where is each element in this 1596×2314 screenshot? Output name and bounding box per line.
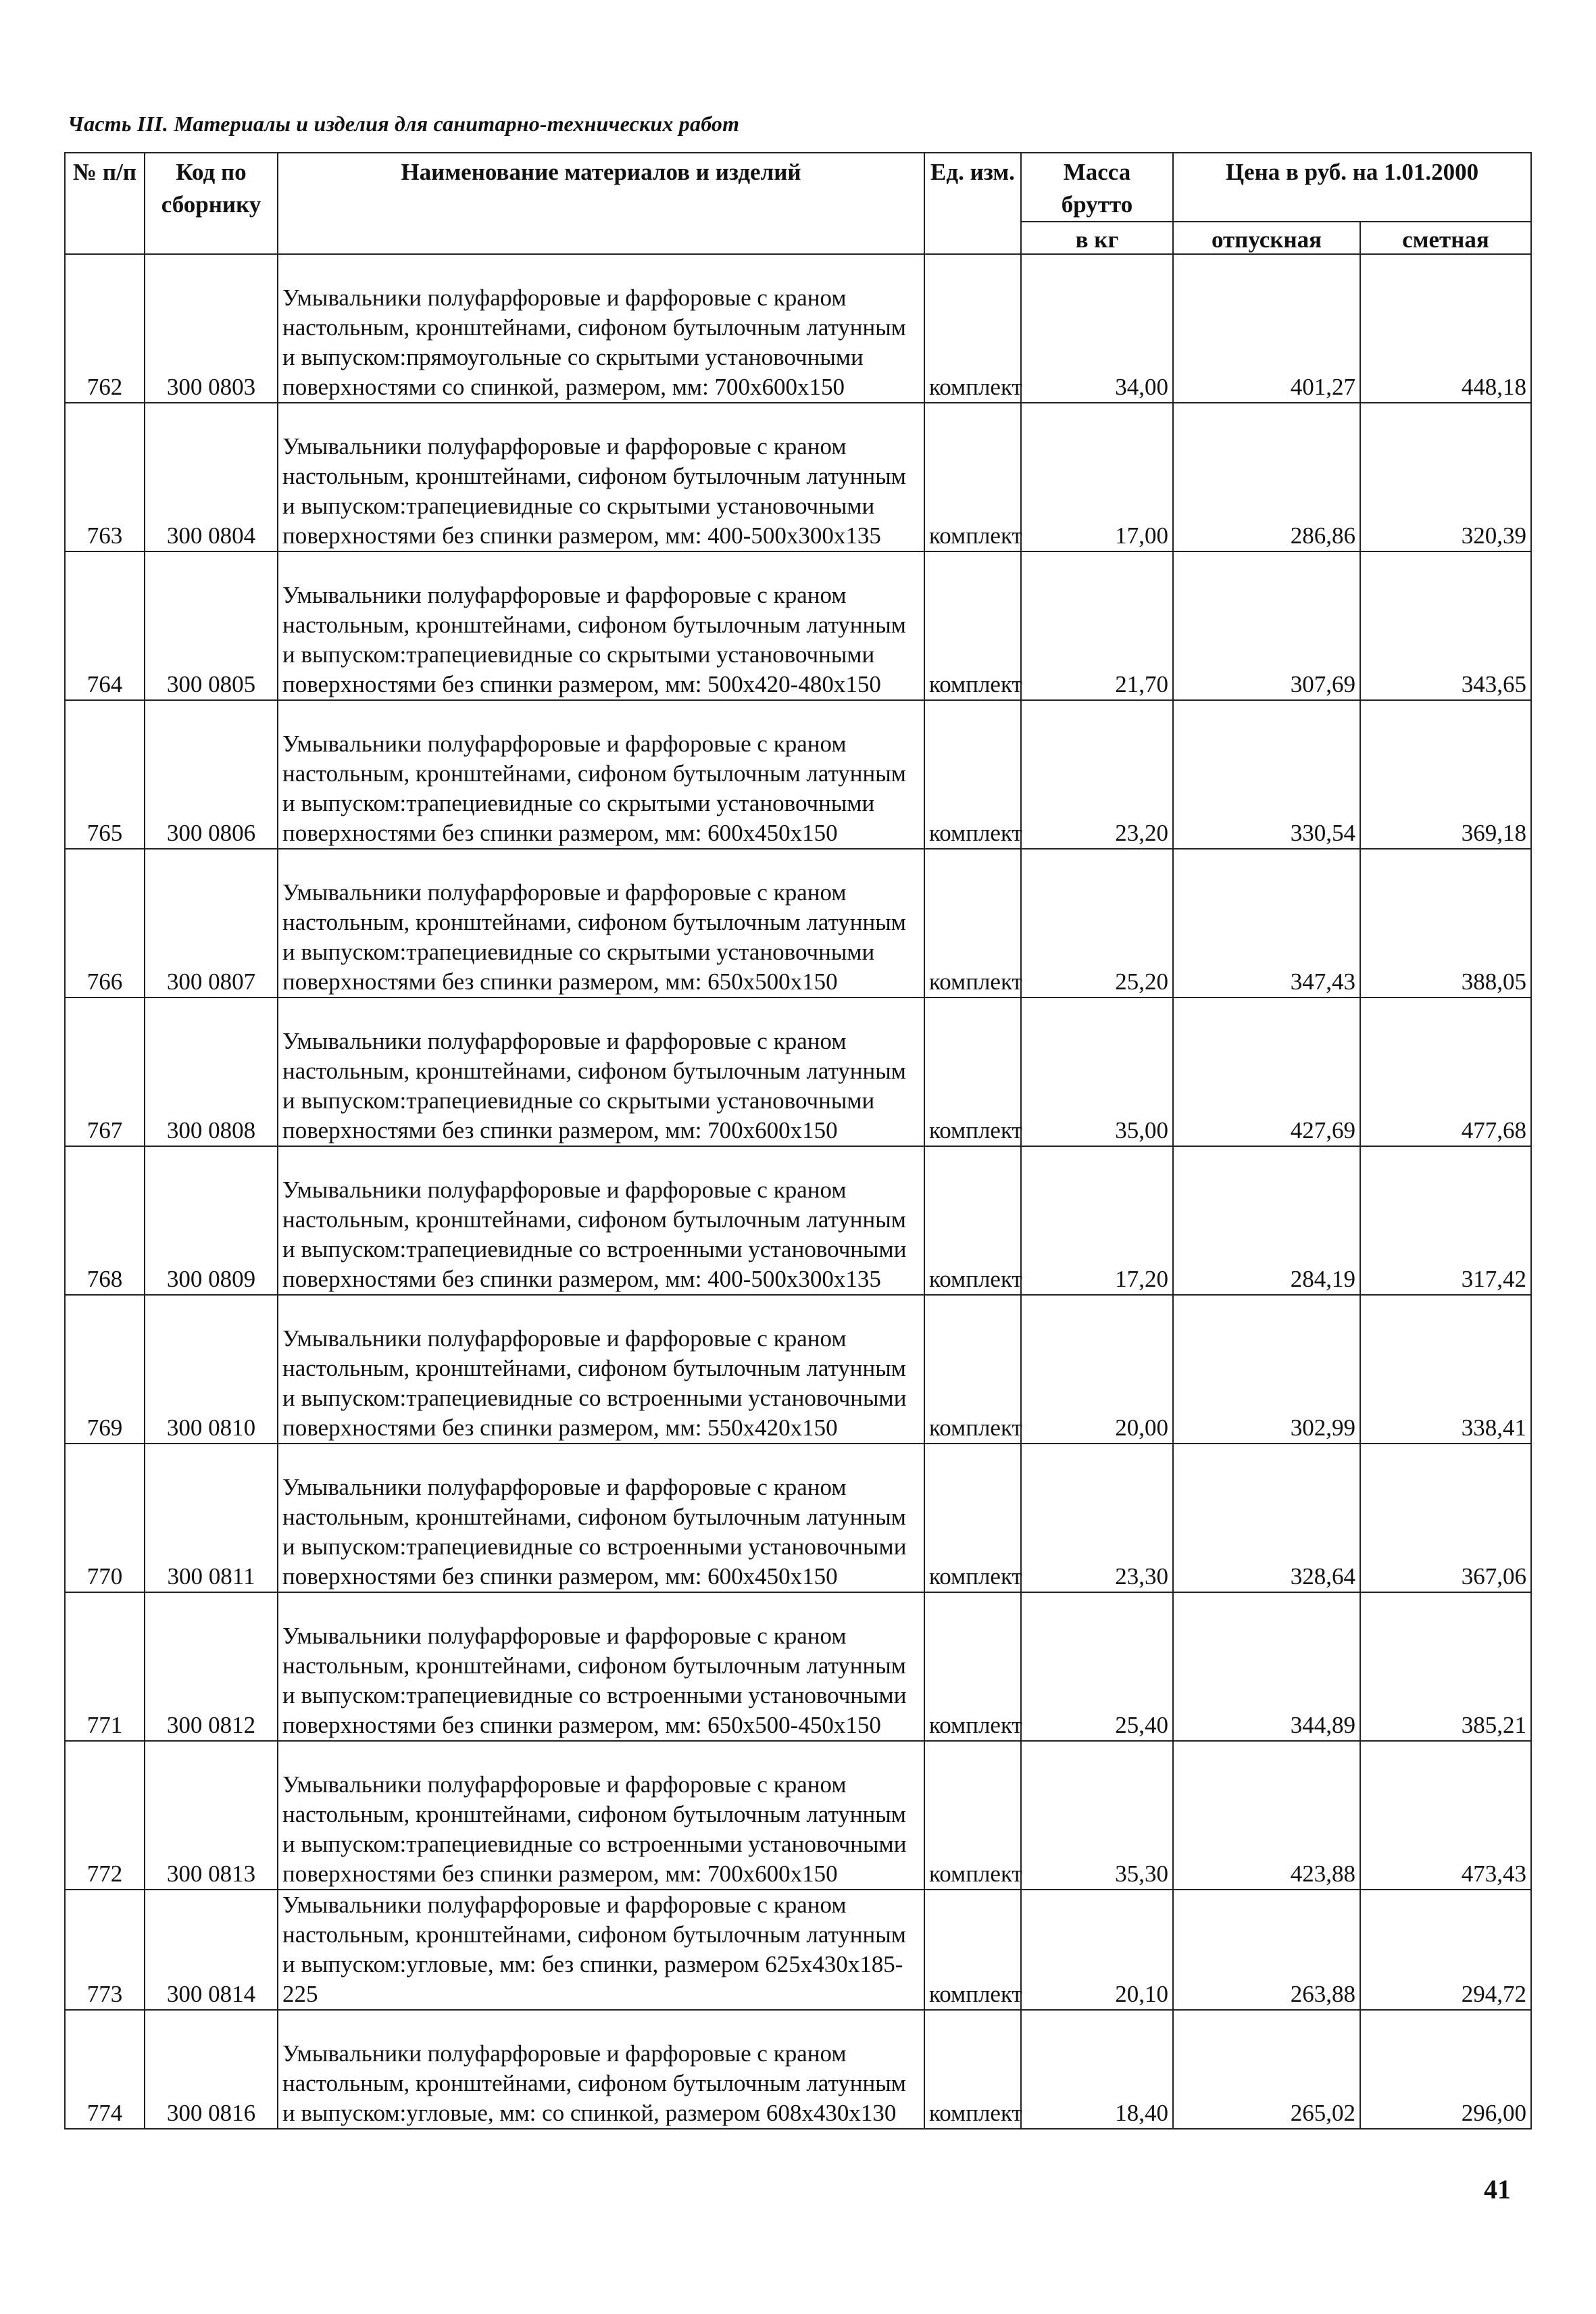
row-price-estimate: 385,21 [1360,1592,1531,1741]
row-number: 773 [65,1890,145,2010]
row-number: 762 [65,254,145,403]
row-name: Умывальники полуфарфоровые и фарфоровые с краном настольным, кронштейнами, сифоном бутылочным латунным и выпуском:трапециевидные со скрытыми установочными поверхностями без спинки размером, мм: 700х600х150 [278,998,924,1146]
row-mass: 21,70 [1021,551,1173,700]
row-mass: 18,40 [1021,2010,1173,2129]
table-body [65,254,1531,2129]
row-code: 300 0806 [145,700,278,849]
row-code: 300 0816 [145,2010,278,2129]
row-code: 300 0810 [145,1295,278,1444]
row-price-release: 328,64 [1173,1444,1360,1592]
row-number: 769 [65,1295,145,1444]
row-unit: комплект [924,849,1021,998]
table-row [65,403,1531,551]
table-row [65,254,1531,403]
column-header-unit: Ед. изм. [924,153,1021,254]
table-row [65,849,1531,998]
row-price-release: 427,69 [1173,998,1360,1146]
row-number: 765 [65,700,145,849]
row-code: 300 0804 [145,403,278,551]
row-price-estimate: 448,18 [1360,254,1531,403]
row-unit: комплект [924,998,1021,1146]
page-header: Часть III. Материалы и изделия для санитарно-технических работ [68,112,740,136]
table-row [65,998,1531,1146]
row-code: 300 0803 [145,254,278,403]
table-row [65,1146,1531,1295]
row-mass: 20,10 [1021,1890,1173,2010]
row-name: Умывальники полуфарфоровые и фарфоровые с краном настольным, кронштейнами, сифоном бутылочным латунным и выпуском:трапециевидные со встроенными установочными поверхностями без спинки размером, мм: 600х450х150 [278,1444,924,1592]
row-mass: 17,00 [1021,403,1173,551]
row-unit: комплект [924,1890,1021,2010]
row-price-estimate: 338,41 [1360,1295,1531,1444]
row-mass: 35,00 [1021,998,1173,1146]
row-code: 300 0809 [145,1146,278,1295]
row-name: Умывальники полуфарфоровые и фарфоровые с краном настольным, кронштейнами, сифоном бутылочным латунным и выпуском:прямоугольные со скрытыми установочными поверхностями со спинкой, размером, мм: 700х600х150 [278,254,924,403]
row-number: 764 [65,551,145,700]
row-code: 300 0811 [145,1444,278,1592]
row-unit: комплект [924,403,1021,551]
row-unit: комплект [924,1444,1021,1592]
table-row [65,700,1531,849]
row-price-release: 263,88 [1173,1890,1360,2010]
row-mass: 23,30 [1021,1444,1173,1592]
table-row [65,551,1531,700]
row-number: 772 [65,1741,145,1890]
row-price-estimate: 317,42 [1360,1146,1531,1295]
row-price-estimate: 320,39 [1360,403,1531,551]
row-number: 768 [65,1146,145,1295]
row-price-estimate: 294,72 [1360,1890,1531,2010]
row-number: 763 [65,403,145,551]
table-row [65,2010,1531,2129]
row-code: 300 0812 [145,1592,278,1741]
row-name: Умывальники полуфарфоровые и фарфоровые с краном настольным, кронштейнами, сифоном бутылочным латунным и выпуском:трапециевидные со встроенными установочными поверхностями без спинки размером, мм: 550х420х150 [278,1295,924,1444]
row-unit: комплект [924,700,1021,849]
row-price-release: 347,43 [1173,849,1360,998]
row-name: Умывальники полуфарфоровые и фарфоровые с краном настольным, кронштейнами, сифоном бутылочным латунным и выпуском:трапециевидные со встроенными установочными поверхностями без спинки размером, мм: 700х600х150 [278,1741,924,1890]
row-price-release: 302,99 [1173,1295,1360,1444]
row-mass: 35,30 [1021,1741,1173,1890]
row-price-estimate: 296,00 [1360,2010,1531,2129]
row-code: 300 0814 [145,1890,278,2010]
row-mass: 25,40 [1021,1592,1173,1741]
row-name: Умывальники полуфарфоровые и фарфоровые с краном настольным, кронштейнами, сифоном бутылочным латунным и выпуском:трапециевидные со встроенными установочными поверхностями без спинки размером, мм: 650х500-450х150 [278,1592,924,1741]
row-mass: 25,20 [1021,849,1173,998]
row-number: 774 [65,2010,145,2129]
column-header-num: № п/п [65,153,145,254]
column-header-mass-unit: в кг [1021,222,1173,254]
row-name: Умывальники полуфарфоровые и фарфоровые с краном настольным, кронштейнами, сифоном бутылочным латунным и выпуском:трапециевидные со скрытыми установочными поверхностями без спинки размером, мм: 600х450х150 [278,700,924,849]
row-code: 300 0805 [145,551,278,700]
row-unit: комплект [924,1295,1021,1444]
row-code: 300 0807 [145,849,278,998]
table-row [65,1295,1531,1444]
row-name: Умывальники полуфарфоровые и фарфоровые с краном настольным, кронштейнами, сифоном бутылочным латунным и выпуском:трапециевидные со встроенными установочными поверхностями без спинки размером, мм: 400-500х300х135 [278,1146,924,1295]
row-mass: 34,00 [1021,254,1173,403]
row-price-estimate: 388,05 [1360,849,1531,998]
table-row [65,1592,1531,1741]
row-unit: комплект [924,551,1021,700]
row-mass: 20,00 [1021,1295,1173,1444]
row-price-release: 401,27 [1173,254,1360,403]
row-price-release: 265,02 [1173,2010,1360,2129]
row-number: 771 [65,1592,145,1741]
row-unit: комплект [924,1592,1021,1741]
row-number: 767 [65,998,145,1146]
row-price-estimate: 343,65 [1360,551,1531,700]
row-name: Умывальники полуфарфоровые и фарфоровые с краном настольным, кронштейнами, сифоном бутылочным латунным и выпуском:трапециевидные со скрытыми установочными поверхностями без спинки размером, мм: 400-500х300х135 [278,403,924,551]
row-price-release: 286,86 [1173,403,1360,551]
row-code: 300 0813 [145,1741,278,1890]
row-price-estimate: 367,06 [1360,1444,1531,1592]
column-header-price-release: отпускная [1173,222,1360,254]
row-code: 300 0808 [145,998,278,1146]
column-header-price-estimate: сметная [1360,222,1531,254]
row-price-release: 284,19 [1173,1146,1360,1295]
row-unit: комплект [924,2010,1021,2129]
row-price-estimate: 477,68 [1360,998,1531,1146]
column-header-price-group: Цена в руб. на 1.01.2000 [1173,153,1531,222]
table-row [65,1741,1531,1890]
table-row [65,1890,1531,2010]
row-name: Умывальники полуфарфоровые и фарфоровые с краном настольным, кронштейнами, сифоном бутылочным латунным и выпуском:трапециевидные со скрытыми установочными поверхностями без спинки размером, мм: 650х500х150 [278,849,924,998]
price-table [64,152,1532,2130]
row-unit: комплект [924,1741,1021,1890]
row-unit: комплект [924,254,1021,403]
row-name: Умывальники полуфарфоровые и фарфоровые с краном настольным, кронштейнами, сифоном бутылочным латунным и выпуском:угловые, мм: без спинки, размером 625х430х185-225 [278,1890,924,2010]
row-name: Умывальники полуфарфоровые и фарфоровые с краном настольным, кронштейнами, сифоном бутылочным латунным и выпуском:угловые, мм: со спинкой, размером 608х430х130 [278,2010,924,2129]
table-row [65,1444,1531,1592]
row-name: Умывальники полуфарфоровые и фарфоровые с краном настольным, кронштейнами, сифоном бутылочным латунным и выпуском:трапециевидные со скрытыми установочными поверхностями без спинки размером, мм: 500х420-480х150 [278,551,924,700]
row-price-release: 330,54 [1173,700,1360,849]
row-price-estimate: 369,18 [1360,700,1531,849]
row-mass: 17,20 [1021,1146,1173,1295]
row-number: 766 [65,849,145,998]
row-price-release: 344,89 [1173,1592,1360,1741]
row-unit: комплект [924,1146,1021,1295]
column-header-mass: Масса брутто [1021,153,1173,222]
row-mass: 23,20 [1021,700,1173,849]
row-price-release: 423,88 [1173,1741,1360,1890]
row-price-release: 307,69 [1173,551,1360,700]
column-header-code: Код по сборнику [145,153,278,254]
row-price-estimate: 473,43 [1360,1741,1531,1890]
page-number: 41 [1484,2174,1511,2205]
column-header-name: Наименование материалов и изделий [278,153,924,254]
row-number: 770 [65,1444,145,1592]
